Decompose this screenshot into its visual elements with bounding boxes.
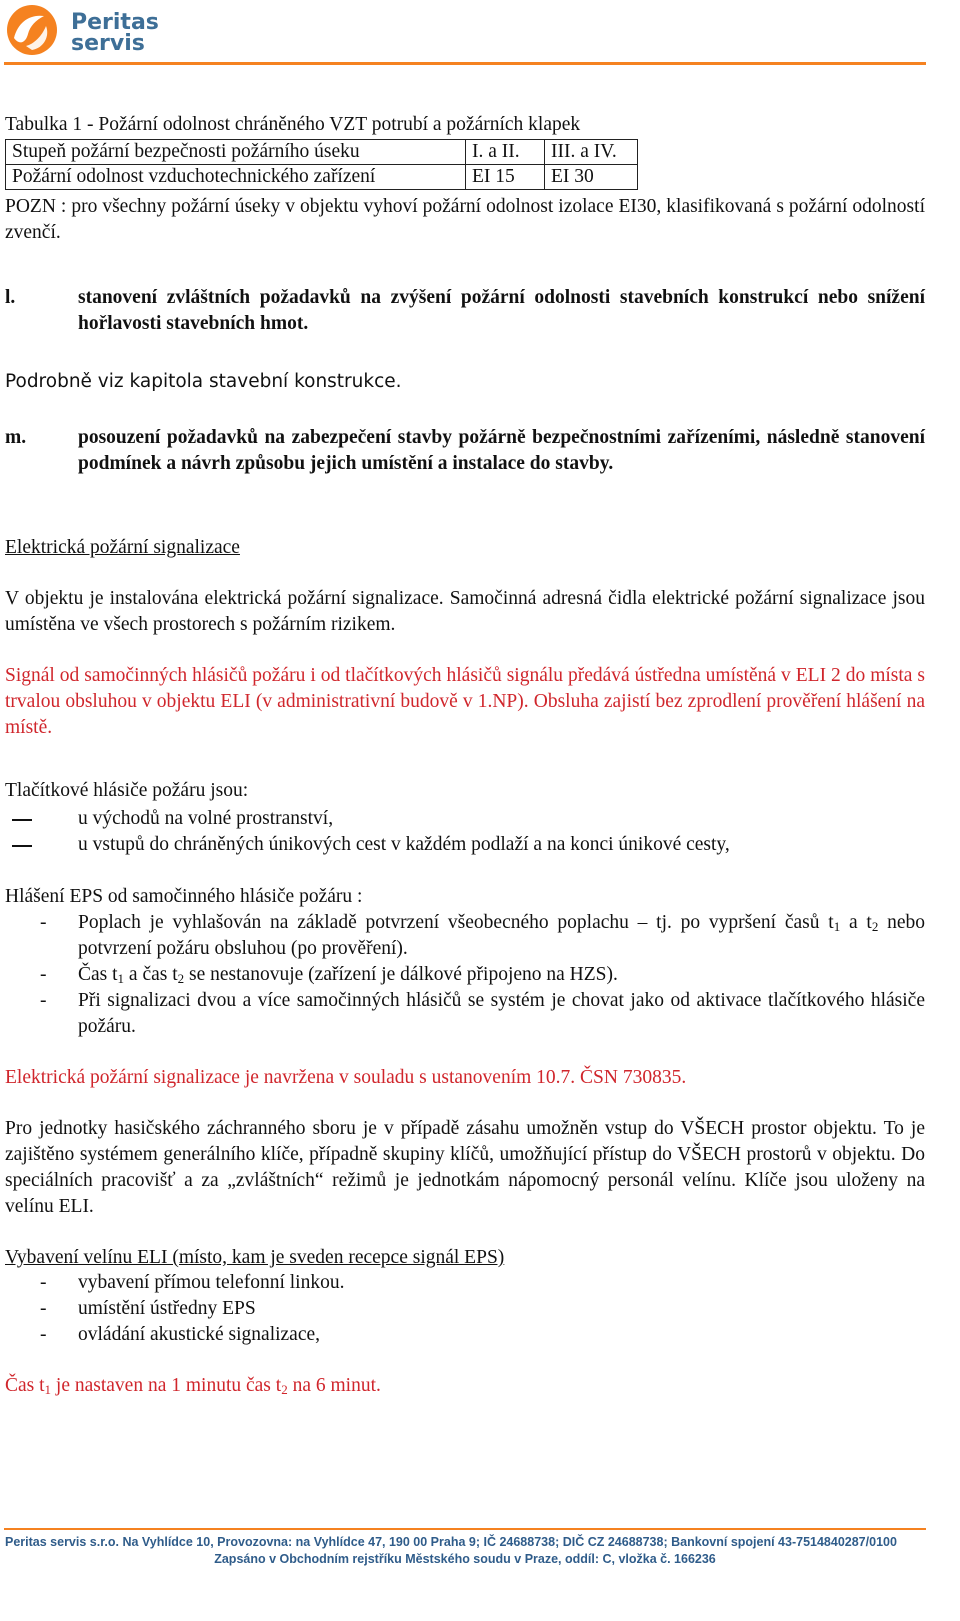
list-item-text: u vstupů do chráněných únikových cest v každém podlaží a na konci únikové cesty, — [78, 834, 730, 855]
alarm-2-a: Čas t — [78, 964, 118, 985]
time-a: Čas t — [5, 1375, 45, 1396]
section-m-label: m. — [5, 427, 27, 448]
section-m-heading-text: posouzení požadavků na zabezpečení stavby požárně bezpečnostními zařízeními, následně stanovení podmínek a návrh způsobu jejich umístění a instalace do stavby. — [78, 427, 925, 474]
alarm-2-b: a čas t — [124, 964, 178, 985]
hyphen-marker: - — [40, 964, 47, 985]
alarm-1-d: nebo potvrzení požáru obsluhou (po prověření). — [78, 912, 926, 959]
table-cell: Požární odolnost vzduchotechnického zařízení — [6, 165, 466, 190]
table-cell: I. a II. — [466, 140, 545, 165]
company-logo — [4, 2, 60, 58]
alarm-2-c: se nestanovuje (zařízení je dálkové připojeno na HZS). — [184, 964, 618, 985]
list-item-text: u východů na volné prostranství, — [78, 808, 334, 829]
fire-resistance-table — [5, 139, 638, 190]
buttons-list — [5, 806, 925, 858]
time-b: je nastaven na 1 minutu čas t — [51, 1375, 282, 1396]
alarm-1-a: Poplach je vyhlašován na základě potvrzení všeobecného poplachu — [78, 912, 638, 933]
eps-compliance: Elektrická požární signalizace je navržena v souladu s ustanovením 10.7. ČSN 730835. — [5, 1067, 687, 1088]
hyphen-marker: - — [40, 1324, 47, 1345]
list-item — [5, 1322, 925, 1348]
list-item — [5, 1270, 925, 1296]
list-item-text: umístění ústředny EPS — [78, 1298, 256, 1319]
list-item — [5, 988, 925, 1040]
brand-line-1: Peritas — [71, 10, 159, 35]
subscript: 1 — [117, 971, 125, 986]
footer-divider — [4, 1528, 926, 1530]
brand-name — [71, 12, 159, 54]
brand-line-2: servis — [71, 31, 145, 56]
eps-title: Elektrická požární signalizace — [5, 537, 240, 558]
list-item — [5, 1296, 925, 1322]
subscript: 1 — [44, 1382, 52, 1397]
section-l-heading-text: stanovení zvláštních požadavků na zvýšení požární odolnosti stavebních konstrukcí nebo snížení hořlavosti stavebních hmot. — [78, 287, 925, 334]
section-l-heading — [5, 285, 925, 337]
buttons-intro: Tlačítkové hlásiče požáru jsou: — [5, 780, 249, 801]
footer-registration: Zapsáno v Obchodním rejstříku Městského soudu v Praze, oddíl: C, vložka č. 166236 — [214, 1552, 716, 1566]
alarm-3: Při signalizaci dvou a více samočinných hlásičů se systém je chovat jako od aktivace tlačítkového hlásiče požáru. — [78, 990, 925, 1037]
subscript: 2 — [281, 1382, 288, 1397]
eps-signal-paragraph: Signál od samočinných hlásičů požáru i od tlačítkových hlásičů signálu předává ústředna umístěná v ELI 2 do místa s trvalou obsluhou v objektu ELI (v administrativní budově v 1.NP). Obsluha zajistí bez zprodlení prověření hlášení na místě. — [5, 665, 925, 738]
list-item-text: ovládání akustické signalizace, — [78, 1324, 321, 1345]
table-caption: Tabulka 1 - Požární odolnost chráněného VZT potrubí a požárních klapek — [5, 114, 581, 135]
list-item: - Poplach je vyhlašován na základě potvrzení všeobecného poplachu – tj. po vypršení časů $t_1$ a $t_2$ nebo potvrzení požáru obsluhou (po prověření). — [40, 912, 926, 959]
eps-p1-b: Samočinná adresná čidla elektrické požární signalizace jsou umístěna ve všech prostorech s požárním rizikem. — [5, 588, 925, 635]
time-setting — [5, 1373, 925, 1399]
hyphen-marker: - — [40, 1272, 47, 1293]
hyphen-marker: - — [40, 1298, 47, 1319]
header-divider — [4, 62, 926, 65]
dash-marker — [12, 819, 32, 821]
section-m-heading — [5, 425, 925, 477]
control-room-list — [5, 1270, 925, 1348]
section-l-label: l. — [5, 287, 16, 308]
subscript: 2 — [871, 919, 879, 934]
table-row — [6, 165, 638, 190]
alarm-intro: Hlášení EPS od samočinného hlásiče požáru : — [5, 886, 363, 907]
alarm-1-c: a t — [840, 912, 872, 933]
dash-marker — [12, 845, 32, 847]
list-item — [5, 962, 925, 988]
table-row — [6, 140, 638, 165]
section-l-text: Podrobně viz kapitola stavební konstrukce. — [5, 371, 402, 392]
eps-paragraph-1 — [5, 586, 925, 638]
table-note: POZN : pro všechny požární úseky v objektu vyhoví požární odolnost izolace EI30, klasifikovaná s požární odolností zvenčí. — [5, 196, 925, 243]
table-cell: EI 15 — [466, 165, 545, 190]
control-room-title: Vybavení velínu ELI (místo, kam je sveden recepce signál EPS) — [5, 1247, 505, 1268]
alarm-list — [5, 910, 925, 1040]
footer-company-info: Peritas servis s.r.o. Na Vyhlídce 10, Provozovna: na Vyhlídce 47, 190 00 Praha 9; IČ 24688738; DIČ CZ 24688738; Bankovní spojení 43-7514840287/0100 — [5, 1535, 897, 1549]
hyphen-marker: - — [40, 912, 47, 933]
table-cell: EI 30 — [545, 165, 638, 190]
alarm-1-b: tj. po vypršení časů t — [647, 912, 834, 933]
table-cell: Stupeň požární bezpečnosti požárního úseku — [6, 140, 466, 165]
eps-p1-a: V objektu je instalována elektrická požární signalizace. — [5, 588, 444, 609]
list-item-text: vybavení přímou telefonní linkou. — [78, 1272, 345, 1293]
list-item — [5, 832, 925, 858]
access-paragraph: Pro jednotky hasičského záchranného sboru je v případě zásahu umožněn vstup do VŠECH prostor objektu. To je zajištěno systémem generálního klíče, případně skupiny klíčů, umožňující přístup do VŠECH prostorů v objektu. Do speciálních pracovišť a za „zvláštních“ režimů je jednotkám nápomocný personál velínu. Klíče jsou uloženy na velínu ELI. — [5, 1118, 925, 1217]
hyphen-marker: - — [40, 990, 47, 1011]
table-cell: III. a IV. — [545, 140, 638, 165]
subscript: 1 — [833, 919, 841, 934]
time-c: na 6 minut. — [287, 1375, 381, 1396]
list-item — [5, 806, 925, 832]
subscript: 2 — [177, 971, 185, 986]
